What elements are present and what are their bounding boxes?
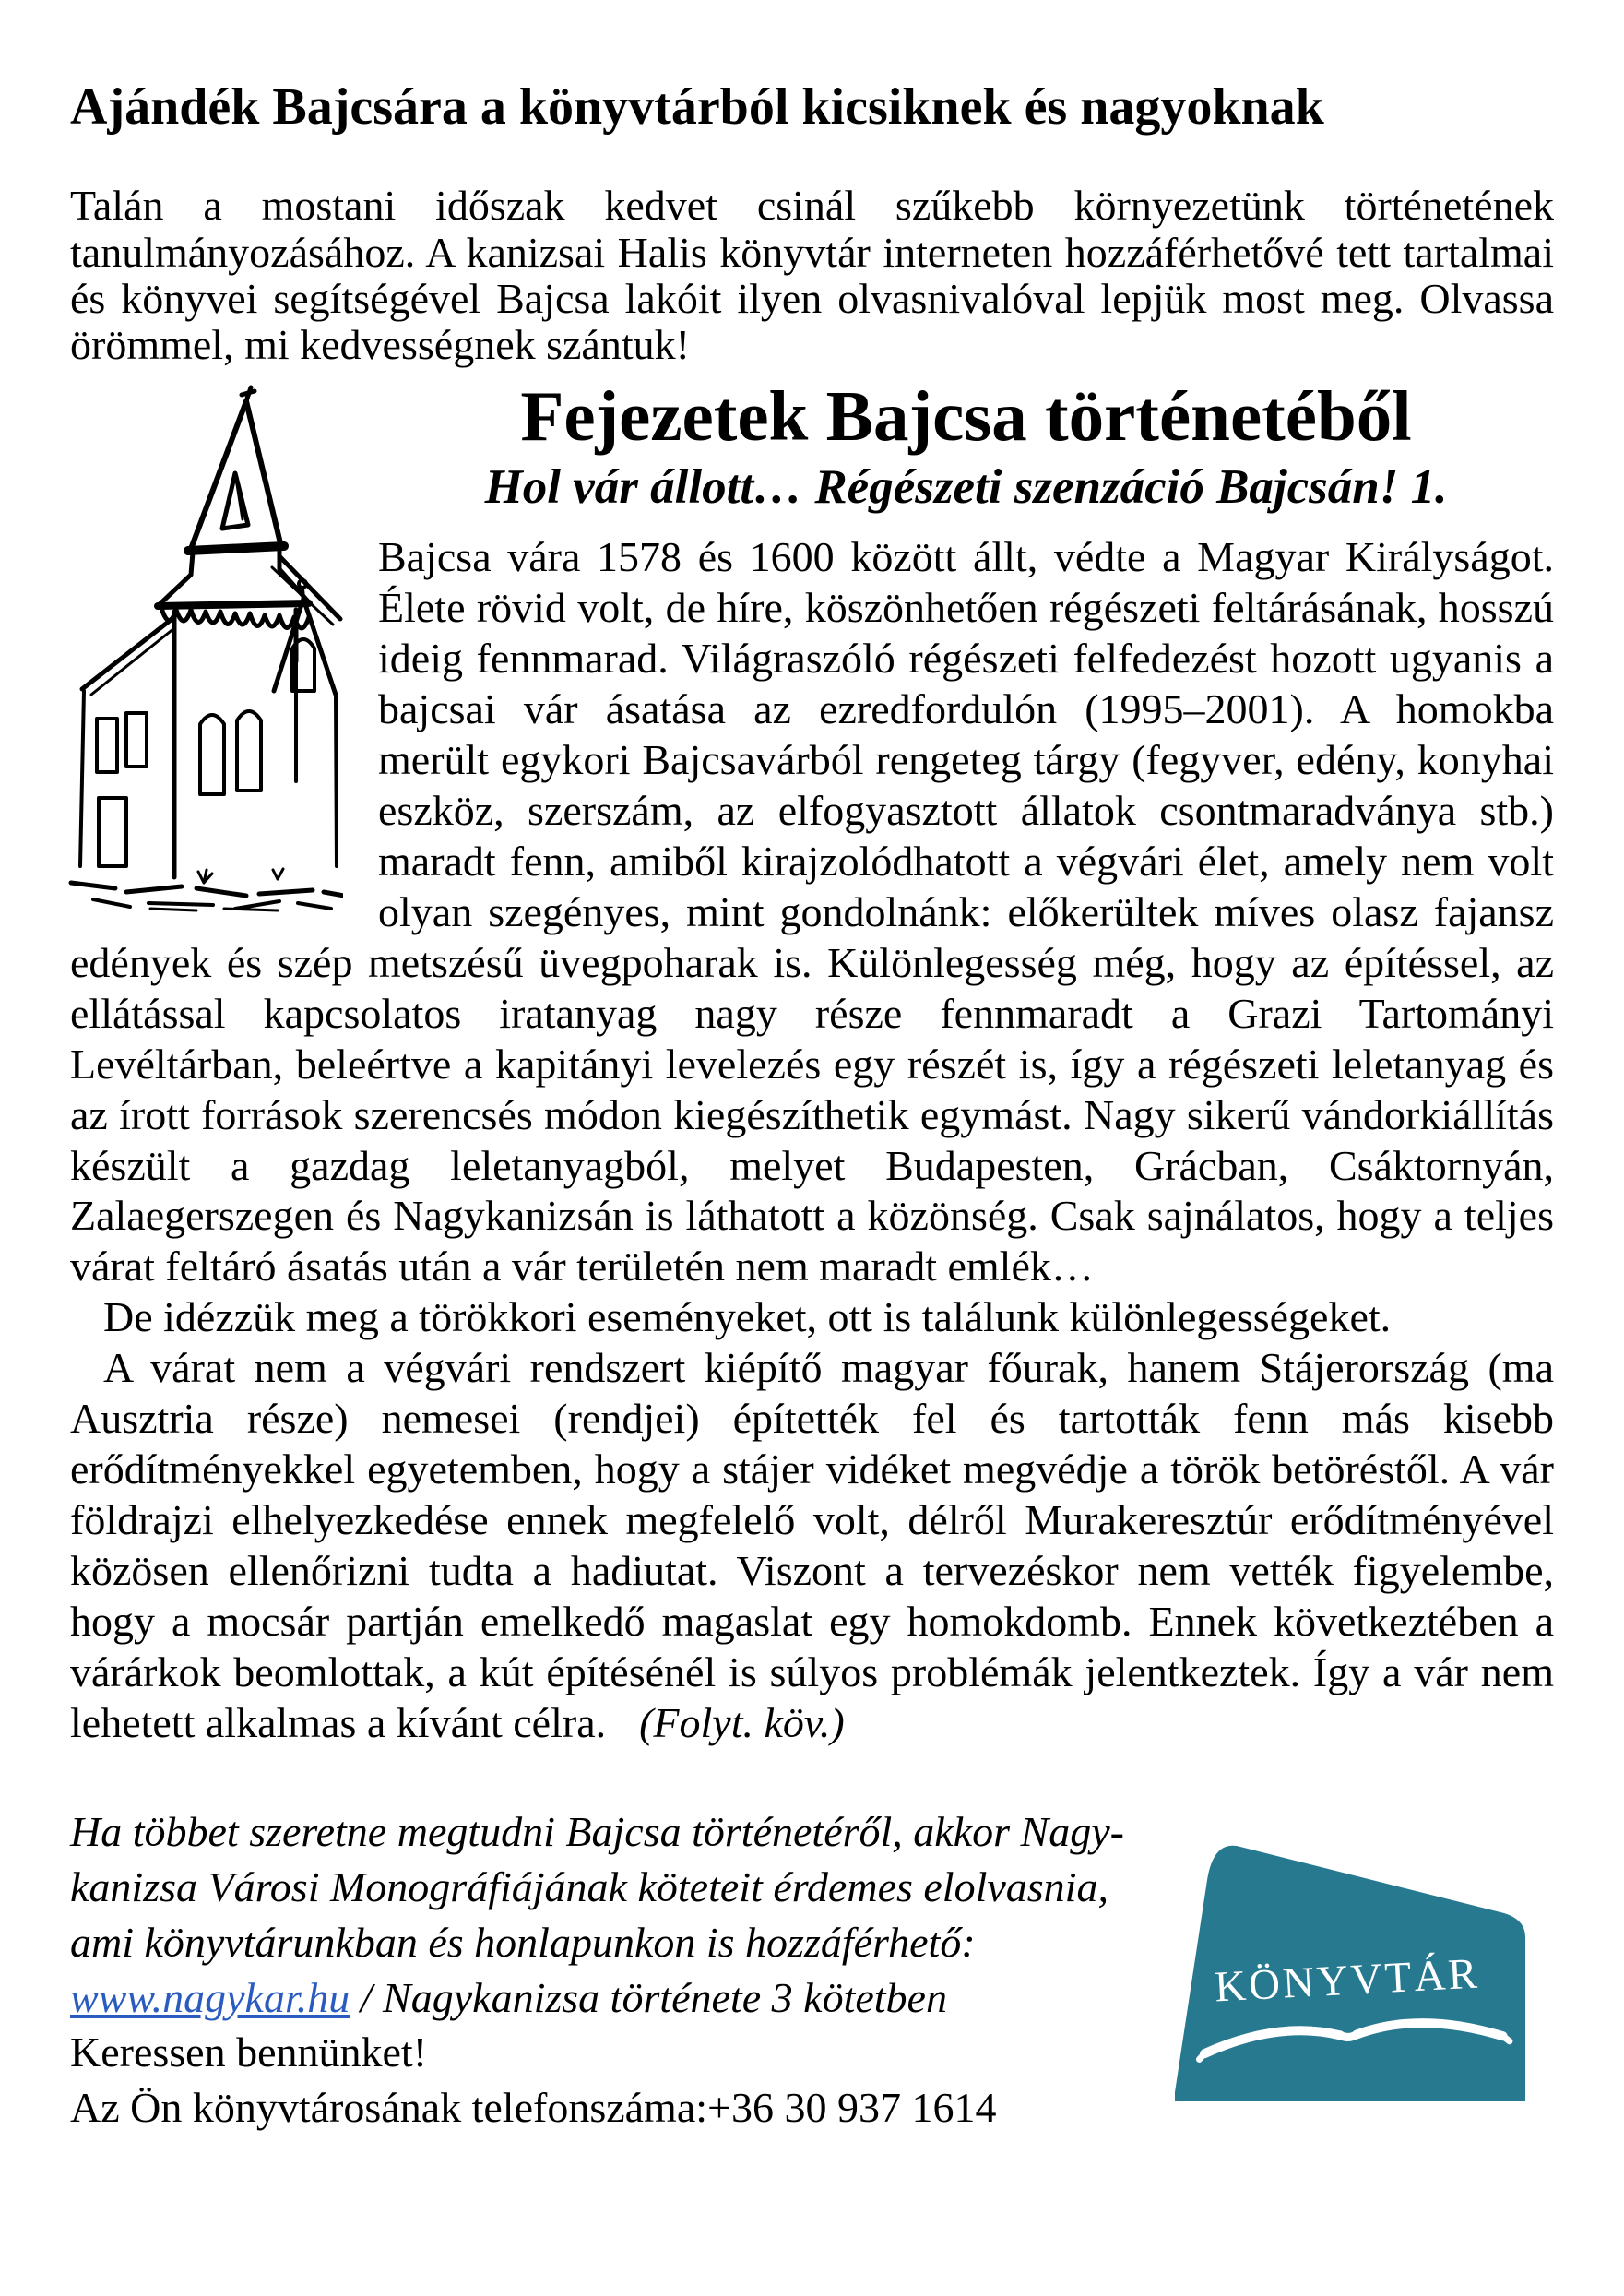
church-line-art (65, 385, 343, 912)
article-subheading: Hol vár állott… Régészeti szenzáció Bajcsán! 1. (484, 459, 1448, 514)
footer-line-6: Az Ön könyvtárosának telefonszáma:+36 30 937 1614 (70, 2084, 997, 2132)
article-paragraph-3-text: A várat nem a végvári rendszert kiépítő magyar főurak, hanem Stájerország (ma Ausztria része) nemesei (rendjei) építették fel és tartották fenn más kisebb erődítményekkel egyetemben, hogy a stájer vidéket megvédje a török betöréstől. A vár földrajzi elhelyezkedése ennek megfelelő volt, délről Murakeresztúr erődítményével közösen ellenőrizni tudta a hadiutat. Viszont a tervezéskor nem vették figyelembe, hogy a mocsár partján emelkedő magaslat egy homokdomb. Ennek következtében a várárkok beomlottak, a kút építésénél is súlyos problémák jelentkeztek. Így a vár nem lehetett alkalmas a kívánt célra. (70, 1344, 1554, 1747)
article-paragraph-3 (70, 1343, 1554, 1749)
article-paragraph-2: De idézzük meg a törökkori eseményeket, ott is találunk különlegességeket. (103, 1293, 1392, 1341)
nagykar-link[interactable]: www.nagykar.hu (70, 1973, 350, 2021)
footer-link-suffix: / Nagykanizsa története 3 kötetben (350, 1973, 947, 2021)
footer-note (70, 1804, 1140, 2135)
footer-line-2: kanizsa Városi Monográfiájának köteteit érdemes elolvasnia, (70, 1862, 1108, 1910)
footer-line-1: Ha többet szeretne megtudni Bajcsa történetéről, akkor Nagy- (70, 1808, 1124, 1856)
article-paragraph-1: Bajcsa vára 1578 és 1600 között állt, védte a Magyar Királyságot. Élete rövid volt, de híre, köszönhetően régészeti feltárásának, hosszú ideig fennmarad. Világraszóló régészeti felfedezést hozott ugyanis a bajcsai vár ásatása az ezredfordulón (1995–2001). A homokba merült egykori Bajcsavárból rengeteg tárgy (fegyver, edény, konyhai eszköz, szerszám, az elfogyasztott állatok csontmaradványa stb.) maradt fenn, amiből kirajzolódhatott a végvári élet, amely nem volt olyan szegényes, mint gondolnánk: előkerültek míves olasz fajansz edények és szép metszésű üvegpoharak is. Különlegesség még, hogy az építéssel, az ellátással kapcsolatos iratanyag nagy része fennmaradt a Grazi Tartományi Levéltárban, beleértve a kapitányi levelezés egy részét is, így a régészeti leletanyag és az írott források szerencsés módon kiegészíthetik egymást. Nagy sikerű vándorkiállítás készült a gazdag leletanyagból, melyet Budapesten, Grácban, Csáktornyán, Zalaegerszegen és Nagykanizsán is láthatott a közönség. Csak sajnálatos, hogy a teljes várat feltáró ásatás után a vár területén nem maradt emlék… (70, 532, 1554, 1291)
intro-paragraph: Talán a mostani időszak kedvet csinál szűkebb környezetünk történetének tanulmányozásához. A kanizsai Halis könyvtár interneten hozzáférhetővé tett tartalmai és könyvei segítségével Bajcsa lakóit ilyen olvasnivalóval lepjük most meg. Olvassa örömmel, mi kedvességnek szántuk! (70, 182, 1554, 368)
church-drawing (65, 385, 343, 912)
library-logo (1167, 1836, 1528, 2103)
article-section (70, 375, 1554, 1749)
logo-wordmark: KÖNYVTÁR (1213, 1949, 1481, 2012)
library-logo-graphic (1167, 1836, 1528, 2103)
footer-line-3: ami könyvtárunkban és honlapunkon is hozzáférhető: (70, 1918, 976, 1966)
page-title: Ajándék Bajcsára a könyvtárból kicsiknek és nagyoknak (70, 78, 1324, 136)
article-heading: Fejezetek Bajcsa történetéből (520, 375, 1412, 456)
footer-section (70, 1804, 1554, 2135)
footer-line-5: Keressen bennünket! (70, 2028, 428, 2076)
footer-line-4 (70, 1970, 1140, 2026)
continuation-note: (Folyt. köv.) (639, 1699, 845, 1747)
